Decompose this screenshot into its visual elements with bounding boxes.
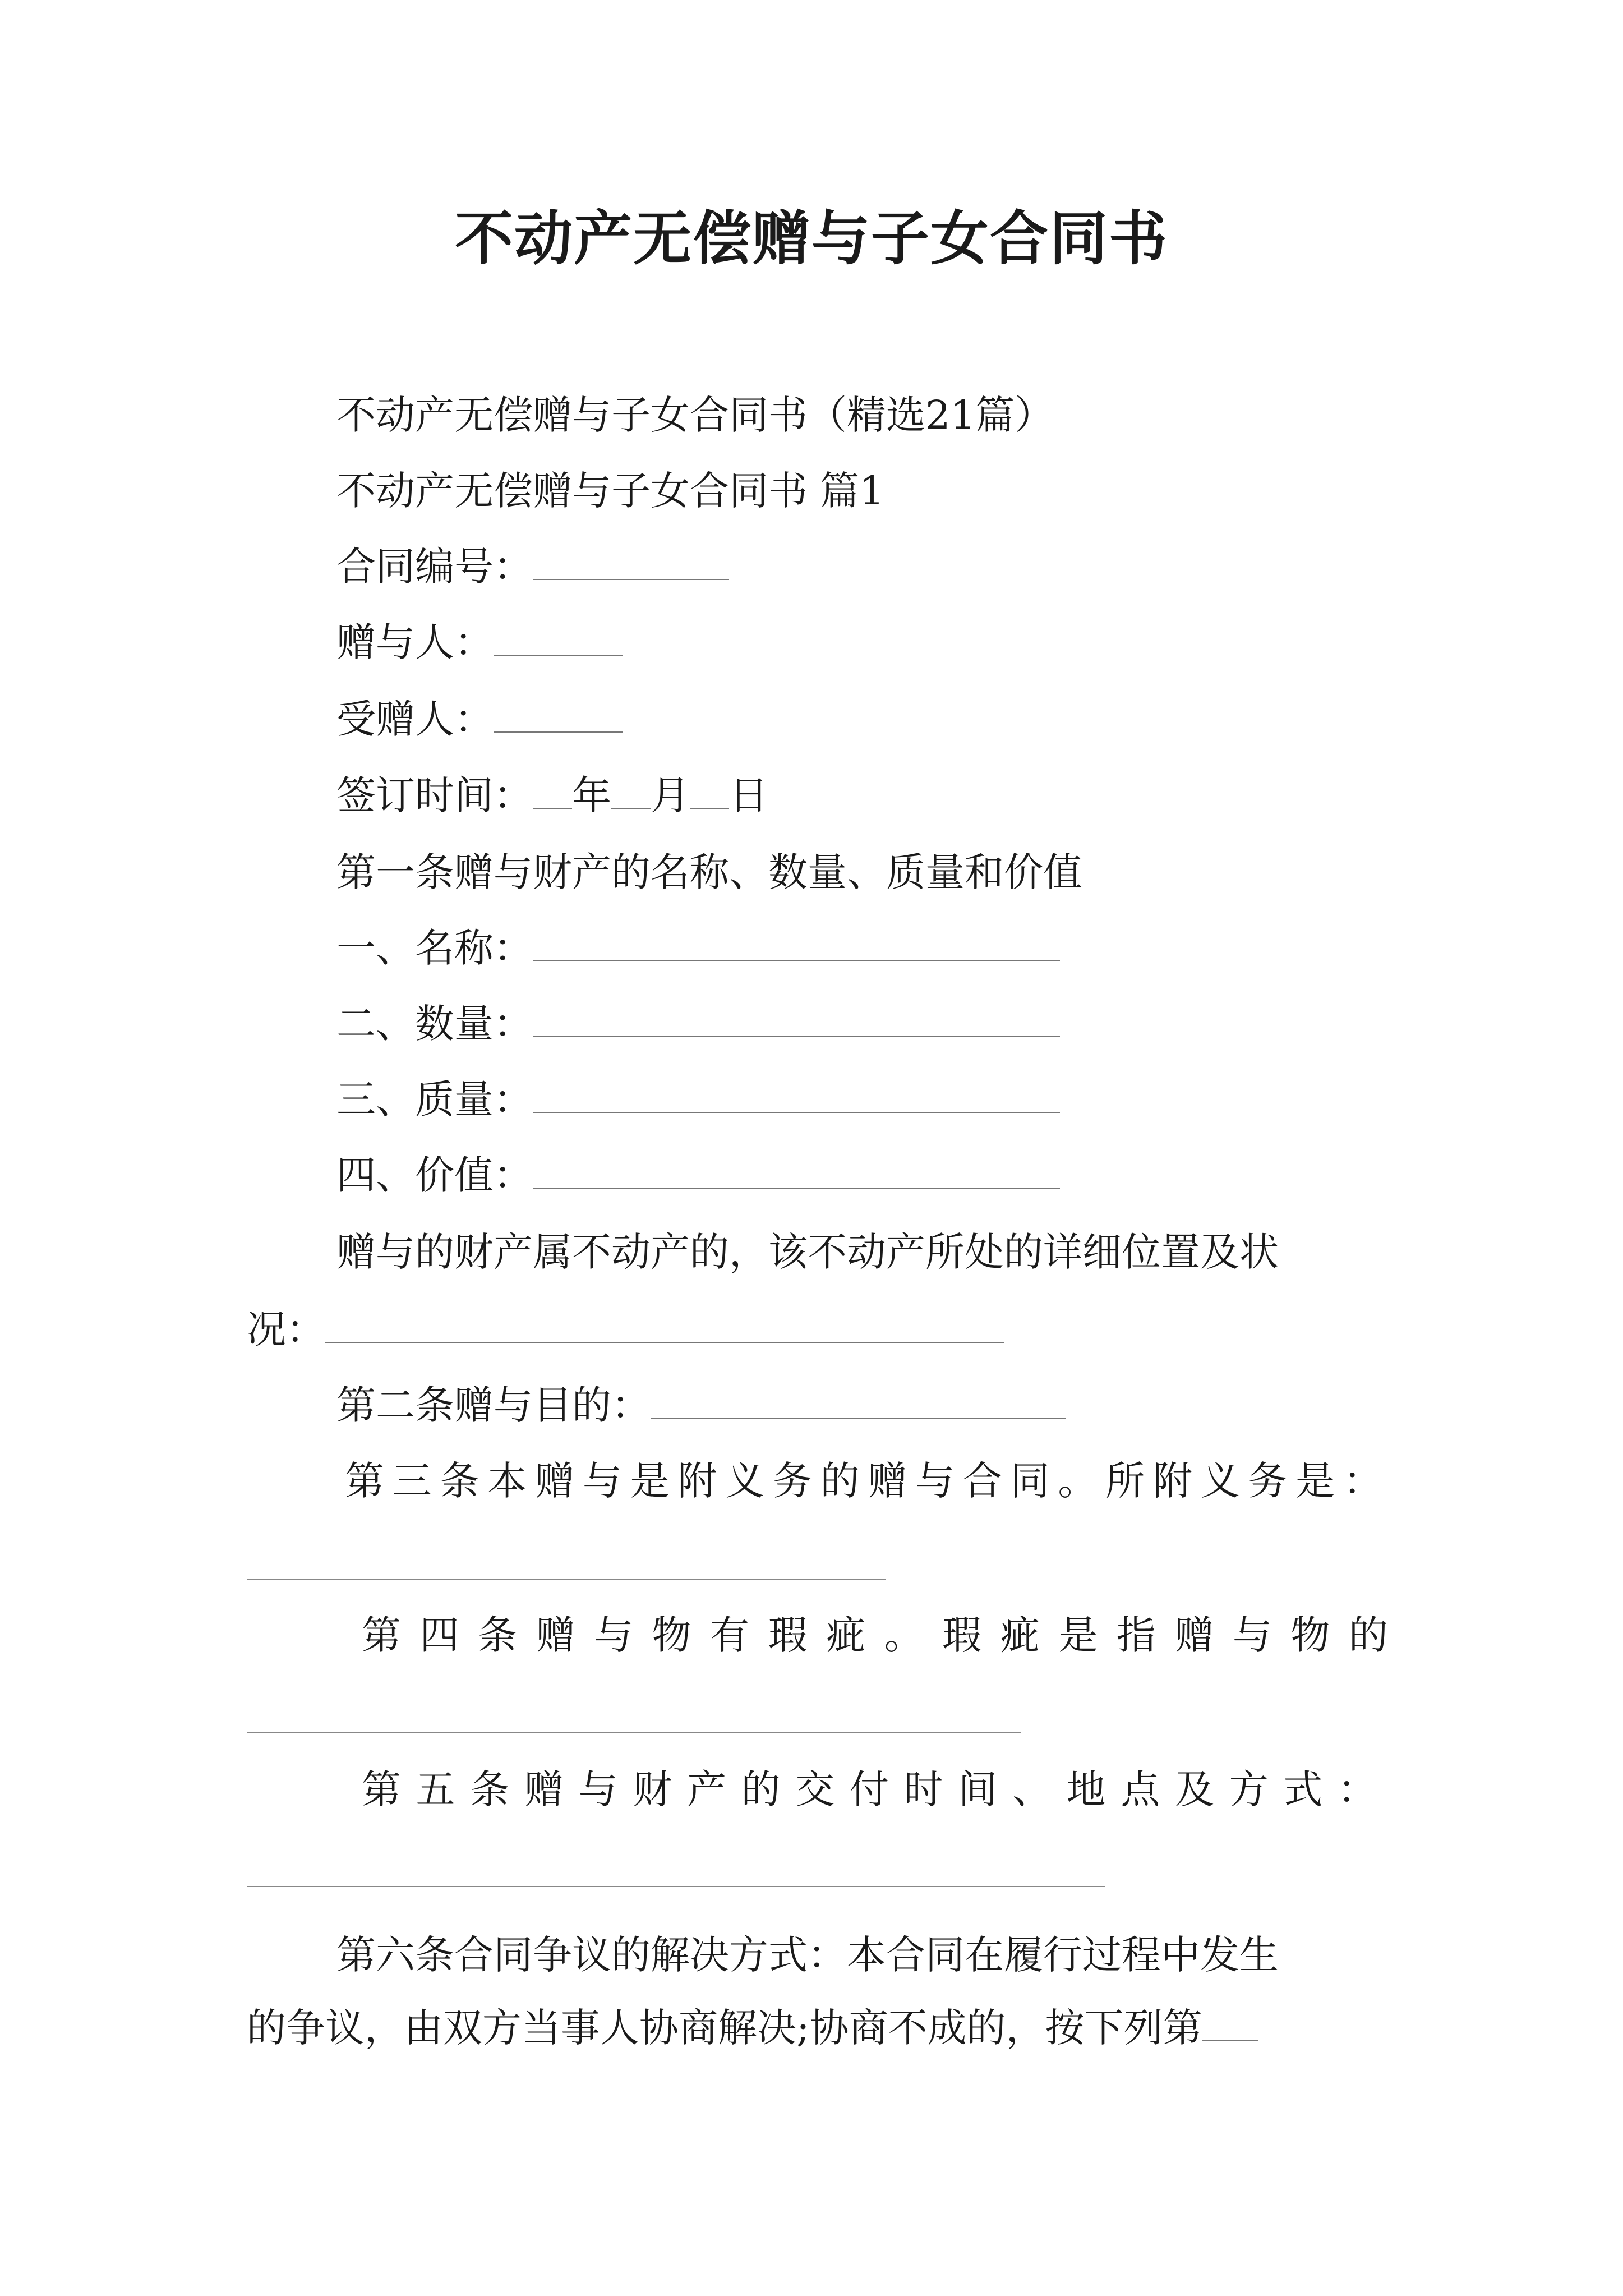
article3-text: 第三条本赠与是附义务的赠与合同。所附义务是： [345, 1458, 1382, 1504]
document-title: 不动产无偿赠与子女合同书 [454, 204, 1168, 273]
article3-blank-line [247, 1579, 886, 1580]
item-blank [533, 1077, 1060, 1113]
article6-line1: 第六条合同争议的解决方式：本合同在履行过程中发生 [336, 1932, 1279, 1978]
article6-line2 [247, 2000, 1258, 2056]
donee-blank [494, 697, 623, 733]
donee-row [336, 691, 623, 747]
article5-text: 第五条赠与财产的交付时间、地点及方式： [362, 1766, 1377, 1812]
month-label: 月 [651, 772, 690, 818]
article2-row [336, 1377, 1066, 1433]
month-blank [611, 773, 651, 809]
section-heading: 不动产无偿赠与子女合同书 篇1 [336, 468, 884, 514]
day-blank [690, 773, 729, 809]
sign-date-row [336, 767, 768, 823]
realestate-paragraph-line1: 赠与的财产属不动产的，该不动产所处的详细位置及状 [336, 1229, 1279, 1275]
article6-text: 的争议，由双方当事人协商解决;协商不成的，按下列第 [247, 2005, 1202, 2051]
contract-number-label: 合同编号： [336, 544, 533, 590]
item-label: 三、质量： [336, 1076, 533, 1122]
article1-item-name [336, 920, 1060, 976]
item-label: 四、价值： [336, 1152, 533, 1198]
realestate-paragraph-line2 [247, 1301, 1004, 1358]
article2-blank [651, 1383, 1066, 1419]
article1-item-quantity [336, 996, 1060, 1052]
item-blank [533, 1001, 1060, 1037]
year-blank [533, 773, 572, 809]
donee-label: 受赠人： [336, 696, 494, 742]
realestate-blank [325, 1307, 1004, 1343]
realestate-label: 况： [247, 1306, 325, 1352]
item-label: 二、数量： [336, 1001, 533, 1047]
contract-number-blank [533, 544, 729, 580]
article6-blank [1202, 2005, 1258, 2041]
article1-item-quality [336, 1071, 1060, 1128]
item-blank [533, 1153, 1060, 1189]
donor-row [336, 614, 623, 670]
article5-blank-line [247, 1886, 1105, 1887]
article1-heading: 第一条赠与财产的名称、数量、质量和价值 [336, 849, 1082, 895]
item-blank [533, 926, 1060, 961]
article4-text: 第四条赠与物有瑕疵。瑕疵是指赠与物的 [362, 1612, 1388, 1658]
donor-blank [494, 620, 623, 656]
contract-number-row [336, 539, 729, 595]
item-label: 一、名称： [336, 925, 533, 971]
article4-blank-line [247, 1732, 1021, 1733]
article1-item-value [336, 1147, 1060, 1203]
donor-label: 赠与人： [336, 619, 494, 665]
year-label: 年 [572, 772, 611, 818]
article2-label: 第二条赠与目的： [336, 1382, 651, 1428]
sign-date-label: 签订时间： [336, 772, 533, 818]
document-subtitle: 不动产无偿赠与子女合同书（精选21篇） [336, 392, 1054, 438]
day-label: 日 [729, 772, 768, 818]
